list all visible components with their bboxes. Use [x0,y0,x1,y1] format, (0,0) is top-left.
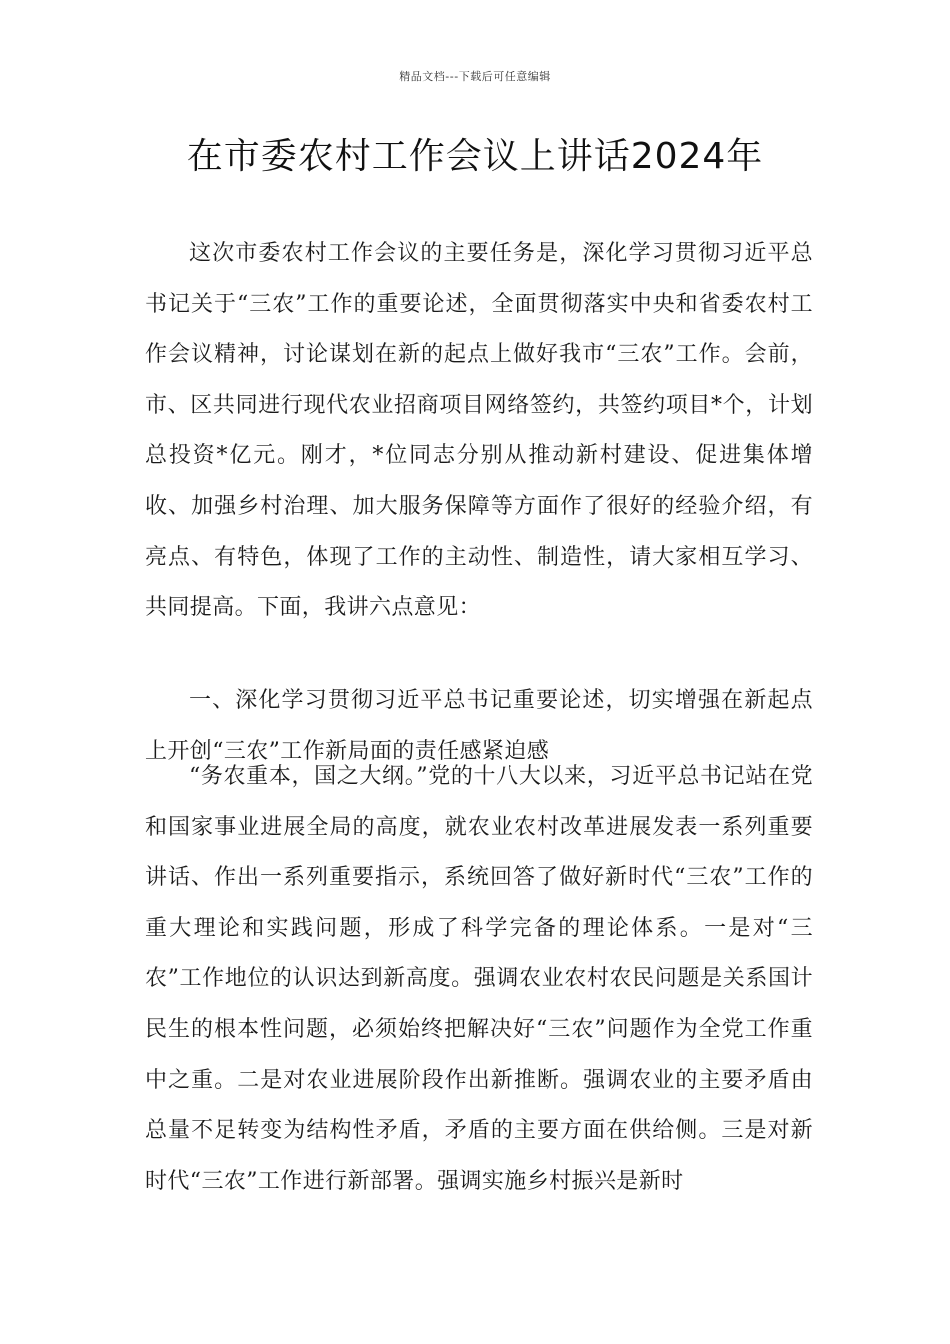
section-one-heading: 一、深化学习贯彻习近平总书记重要论述，切实增强在新起点上开创“三农”工作新局面的责任感紧迫感 [145,688,813,764]
section-one-paragraph: “务农重本，国之大纲。”党的十八大以来，习近平总书记站在党和国家事业进展全局的高度，就农业农村改革进展发表一系列重要讲话、作出一系列重要指示，系统回答了做好新时代“三农”工作的重大理论和实践问题，形成了科学完备的理论体系。一是对“三农”工作地位的认识达到新高度。强调农业农村农民问题是关系国计民生的根本性问题，必须始终把解决好“三农”问题作为全党工作重中之重。二是对农业进展阶段作出新推断。强调农业的主要矛盾由总量不足转变为结构性矛盾，矛盾的主要方面在供给侧。三是对新时代“三农”工作进行新部署。强调实施乡村振兴是新时 [145,764,813,1194]
section-one-body [145,752,813,1207]
intro-section [145,229,813,634]
intro-paragraph: 这次市委农村工作会议的主要任务是，深化学习贯彻习近平总书记关于“三农”工作的重要论述，全面贯彻落实中央和省委农村工作会议精神，讨论谋划在新的起点上做好我市“三农”工作。会前，市、区共同进行现代农业招商项目网络签约，共签约项目*个，计划总投资*亿元。刚才，*位同志分别从推动新村建设、促进集体增收、加强乡村治理、加大服务保障等方面作了很好的经验介绍，有亮点、有特色，体现了工作的主动性、制造性，请大家相互学习、共同提高。下面，我讲六点意见： [145,241,813,621]
header-note: 精品文档---下载后可任意编辑 [399,70,551,83]
document-title: 在市委农村工作会议上讲话2024年 [186,136,764,177]
